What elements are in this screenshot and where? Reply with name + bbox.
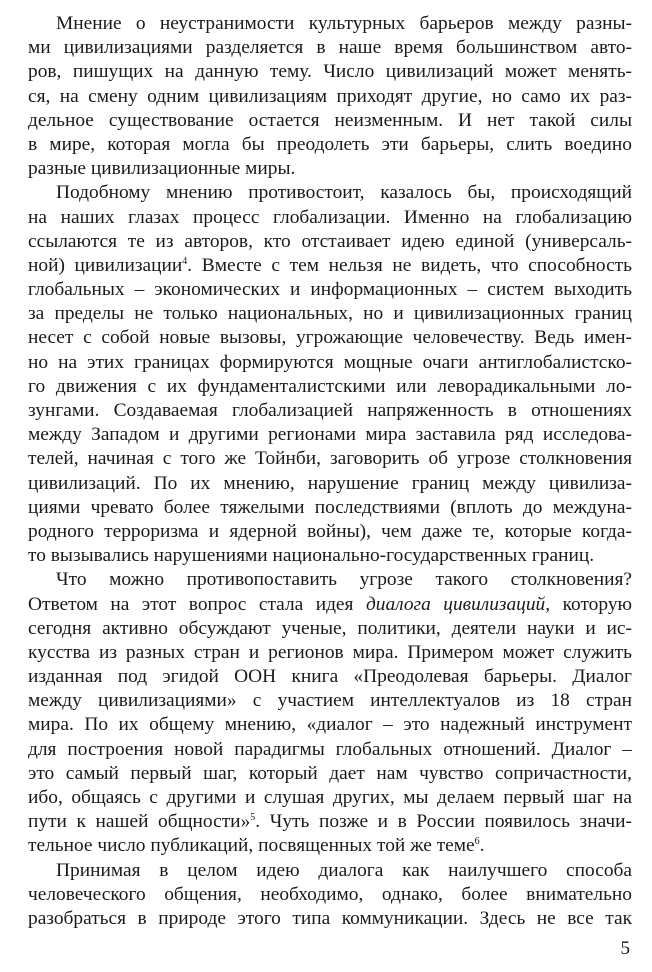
text-line: [28, 520, 632, 544]
paragraph: [28, 859, 632, 932]
text-line: [28, 254, 632, 278]
text-segment: кусства из разных стран и регионов мира. Примером может служить: [28, 641, 632, 663]
page-number: 5: [620, 938, 630, 959]
text-segment: телей, начиная с того же Тойнби, заговорить об угрозе столкновения: [28, 448, 632, 470]
text-line: [28, 738, 632, 762]
text-line: [28, 665, 632, 689]
text-line: [28, 810, 632, 834]
text-segment: на наших глазах процесс глобализации. Именно на глобализацию: [28, 206, 632, 228]
text-segment: зунгами. Создаваемая глобализацией напряженность в отношениях: [28, 400, 632, 421]
text-line: [28, 907, 632, 931]
text-line: [28, 423, 632, 447]
text-segment: . Чуть позже и в России появилось значи-: [255, 811, 632, 833]
text-segment: это самый первый шаг, который дает нам чувство сопричастности,: [28, 762, 632, 784]
text-line: [28, 109, 632, 133]
text-line: [28, 689, 632, 713]
text-segment: несет с собой новые вызовы, угрожающие человечеству. Ведь имен-: [28, 327, 632, 349]
text-line: [28, 593, 632, 617]
text-segment: ной) цивилизации: [28, 254, 183, 276]
text-segment: пути к нашей общности»: [28, 811, 251, 833]
text-line: [28, 713, 632, 737]
document-body: [28, 12, 632, 931]
text-line: [28, 762, 632, 786]
text-segment: разобраться в природе этого типа коммуникации. Здесь не все так: [28, 907, 632, 929]
text-segment: человеческого общения, необходимо, однако, более внимательно: [28, 883, 632, 905]
text-segment: между цивилизациями» с участием интеллектуалов из 18 стран: [28, 690, 632, 712]
text-segment: то вызывались нарушениями национально-государственных границ.: [28, 545, 595, 567]
text-segment: .: [479, 835, 485, 857]
text-segment: но на этих границах формируются мощные очаги антиглобалистско-: [28, 351, 632, 373]
text-line: [28, 133, 632, 157]
text-line: [28, 351, 632, 375]
text-line: [28, 786, 632, 810]
text-line: [28, 641, 632, 665]
text-segment: для построения новой парадигмы глобальных отношений. Диалог –: [28, 738, 632, 760]
text-line: [28, 544, 632, 568]
text-segment: . Вместе с тем нельзя не видеть, что способность: [187, 254, 632, 276]
text-line: [28, 302, 632, 326]
text-segment: Мнение о неустранимости культурных барьеров между разны-: [56, 13, 632, 34]
text-segment: сегодня активно обсуждают ученые, политики, деятели науки и ис-: [28, 617, 632, 639]
text-line: [28, 834, 632, 858]
text-segment: ми цивилизациями разделяется в наше время большинством авто-: [28, 37, 632, 59]
footnote-ref: 6: [474, 836, 480, 848]
paragraph: [28, 12, 632, 181]
text-segment: Подобному мнению противостоит, казалось бы, происходящий: [56, 182, 632, 204]
text-segment: Принимая в целом идею диалога как наилучшего способа: [56, 859, 632, 881]
text-line: [28, 399, 632, 423]
text-line: [28, 375, 632, 399]
footnote-ref: 5: [250, 812, 256, 824]
text-line: [28, 278, 632, 302]
text-line: [28, 157, 632, 181]
text-segment: ров, пишущих на данную тему. Число цивилизаций может менять-: [28, 61, 632, 83]
text-segment: циями чревато более тяжелыми последствиями (вплоть до междуна-: [28, 496, 632, 518]
text-segment: глобальных – экономических и информационных – систем выходить: [28, 279, 632, 301]
text-segment: изданная под эгидой ООН книга «Преодолевая барьеры. Диалог: [28, 666, 632, 688]
text-line: [28, 230, 632, 254]
text-segment: го движения с их фундаменталистскими или леворадикальными ло-: [28, 375, 632, 397]
text-line: [28, 36, 632, 60]
text-line: [28, 326, 632, 350]
text-segment: родного терроризма и ядерной войны), чем даже те, которые когда-: [28, 520, 632, 542]
text-line: [28, 883, 632, 907]
text-segment: разные цивилизационные миры.: [28, 158, 296, 180]
text-line: [28, 206, 632, 230]
text-segment: ибо, общаясь с другими и слушая других, мы делаем первый шаг на: [28, 787, 632, 808]
text-segment: , которую: [545, 593, 632, 615]
paragraph: [28, 568, 632, 858]
text-segment: мира. По их общему мнению, «диалог – это надежный инструмент: [28, 714, 632, 736]
text-line: [28, 12, 632, 36]
text-line: [28, 181, 632, 205]
text-segment: Ответом на этот вопрос стала идея: [28, 593, 366, 615]
footnote-ref: 4: [182, 255, 188, 267]
text-line: [28, 85, 632, 109]
text-line: [28, 617, 632, 641]
text-segment: в мире, которая могла бы преодолеть эти барьеры, слить воедино: [28, 133, 632, 155]
text-segment: дельное существование остается неизменным. И нет такой силы: [28, 109, 632, 131]
text-segment: тельное число публикаций, посвященных той же теме: [28, 835, 475, 857]
text-segment: ся, на смену одним цивилизациям приходят другие, но само их раз-: [28, 85, 632, 107]
text-segment: цивилизаций. По их мнению, нарушение границ между цивилиза-: [28, 472, 632, 494]
italic-phrase: диалога цивилизаций: [365, 593, 546, 615]
paragraph: [28, 181, 632, 568]
text-line: [28, 472, 632, 496]
text-line: [28, 60, 632, 84]
text-segment: ссылаются те из авторов, кто отстаивает идею единой (универсаль-: [28, 230, 632, 252]
text-segment: за пределы не только национальных, но и цивилизационных границ: [28, 303, 632, 325]
text-line: [28, 447, 632, 471]
text-line: [28, 859, 632, 883]
text-segment: между Западом и другими регионами мира заставила ряд исследова-: [28, 424, 632, 446]
text-line: [28, 496, 632, 520]
text-line: [28, 568, 632, 592]
text-segment: Что можно противопоставить угрозе такого столкновения?: [56, 569, 632, 591]
